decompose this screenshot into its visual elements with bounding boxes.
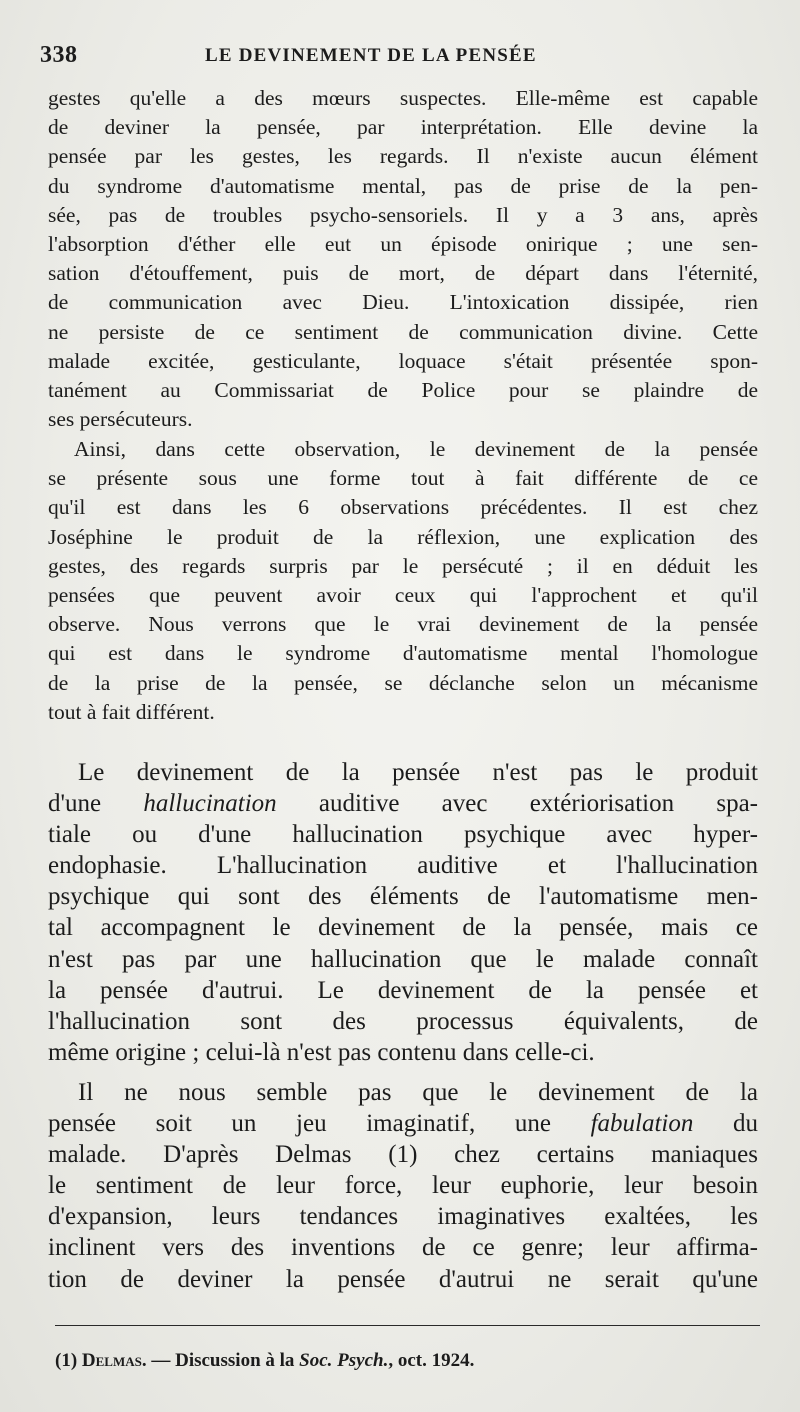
- paragraph-1: [48, 84, 758, 434]
- text-line: qui est dans le syndrome d'automatisme mental l'homologue: [48, 641, 758, 666]
- footnote-journal: Soc. Psych.: [299, 1350, 389, 1371]
- text-line: de communication avec Dieu. L'intoxication dissipée, rien: [48, 290, 758, 315]
- text-line: malade excitée, gesticulante, loquace s'était présentée spon-: [48, 348, 758, 373]
- text-line: malade. D'après Delmas (1) chez certains maniaques: [48, 1141, 758, 1169]
- text-line: le sentiment de leur force, leur euphorie, leur besoin: [48, 1172, 758, 1200]
- text-line: psychique qui sont des éléments de l'automatisme men-: [48, 883, 758, 911]
- text-line: ne persiste de ce sentiment de communication divine. Cette: [48, 319, 758, 344]
- running-title: LE DEVINEMENT DE LA PENSÉE: [205, 45, 537, 66]
- text-line: tiale ou d'une hallucination psychique avec hyper-: [48, 821, 758, 849]
- text-line: n'est pas par une hallucination que le malade connaît: [48, 945, 758, 973]
- text-line: se présente sous une forme tout à fait différente de ce: [48, 466, 758, 491]
- footnote-text: — Discussion à la: [146, 1350, 300, 1371]
- italic-term: hallucination: [143, 790, 277, 818]
- text-line: la pensée d'autrui. Le devinement de la pensée et: [48, 976, 758, 1004]
- text-line: ses persécuteurs.: [48, 407, 193, 432]
- text-line: qu'il est dans les 6 observations précédentes. Il est chez: [48, 495, 758, 520]
- text-line: gestes qu'elle a des mœurs suspectes. Elle-même est capable: [48, 86, 758, 110]
- text-line: sée, pas de troubles psycho-sensoriels. Il y a 3 ans, après: [48, 202, 758, 227]
- text-line: d'expansion, leurs tendances imaginatives exaltées, les: [48, 1203, 758, 1231]
- text-segment: d'une: [48, 790, 144, 818]
- text-line: même origine ; celui-là n'est pas contenu dans celle-ci.: [48, 1038, 595, 1066]
- text-segment: auditive avec extériorisation spa-: [276, 790, 758, 818]
- text-line: Joséphine le produit de la réflexion, une explication des: [48, 524, 758, 549]
- footnote-date: , oct. 1924.: [388, 1350, 475, 1371]
- italic-term: fabulation: [590, 1110, 694, 1138]
- text-line: pensée par les gestes, les regards. Il n'existe aucun élément: [48, 144, 758, 169]
- text-line: l'hallucination sont des processus équivalents, de: [48, 1007, 758, 1035]
- text-line: du syndrome d'automatisme mental, pas de prise de la pen-: [48, 173, 758, 198]
- footnote-divider: [55, 1325, 760, 1326]
- text-line: Il ne nous semble pas que le devinement de la: [78, 1079, 758, 1106]
- text-line: observe. Nous verrons que le vrai devinement de la pensée: [48, 612, 758, 637]
- text-line: tout à fait différent.: [48, 699, 215, 724]
- footnote-marker: (1): [55, 1350, 82, 1371]
- text-segment: pensée soit un jeu imaginatif, une: [48, 1110, 591, 1138]
- paragraph-4: [48, 1077, 758, 1295]
- text-line: tion de deviner la pensée d'autrui ne serait qu'une: [48, 1265, 758, 1293]
- text-line: de deviner la pensée, par interprétation. Elle devine la: [48, 115, 758, 140]
- page-number: 338: [40, 42, 78, 68]
- text-line: pensées que peuvent avoir ceux qui l'approchent et qu'il: [48, 583, 758, 608]
- paragraph-2: [48, 435, 758, 727]
- text-line: sation d'étouffement, puis de mort, de départ dans l'éternité,: [48, 261, 758, 286]
- text-line: Le devinement de la pensée n'est pas le produit: [78, 759, 758, 786]
- running-head: [40, 42, 760, 72]
- paragraph-3: [48, 757, 758, 1068]
- text-line: tal accompagnent le devinement de la pensée, mais ce: [48, 914, 758, 942]
- text-line: gestes, des regards surpris par le persécuté ; il en déduit les: [48, 553, 758, 578]
- text-line: tanément au Commissariat de Police pour se plaindre de: [48, 378, 758, 403]
- text-line: de la prise de la pensée, se déclanche selon un mécanisme: [48, 670, 758, 695]
- text-line: l'absorption d'éther elle eut un épisode onirique ; une sen-: [48, 232, 758, 257]
- text-line: [48, 788, 758, 819]
- footnote-author: Delmas.: [81, 1350, 147, 1371]
- text-line: inclinent vers des inventions de ce genre; leur affirma-: [48, 1234, 758, 1262]
- footnote: [55, 1350, 474, 1372]
- text-line: Ainsi, dans cette observation, le devinement de la pensée: [74, 437, 758, 461]
- text-segment: du: [693, 1110, 759, 1138]
- text-line: [48, 1108, 758, 1139]
- text-line: endophasie. L'hallucination auditive et l'hallucination: [48, 852, 758, 880]
